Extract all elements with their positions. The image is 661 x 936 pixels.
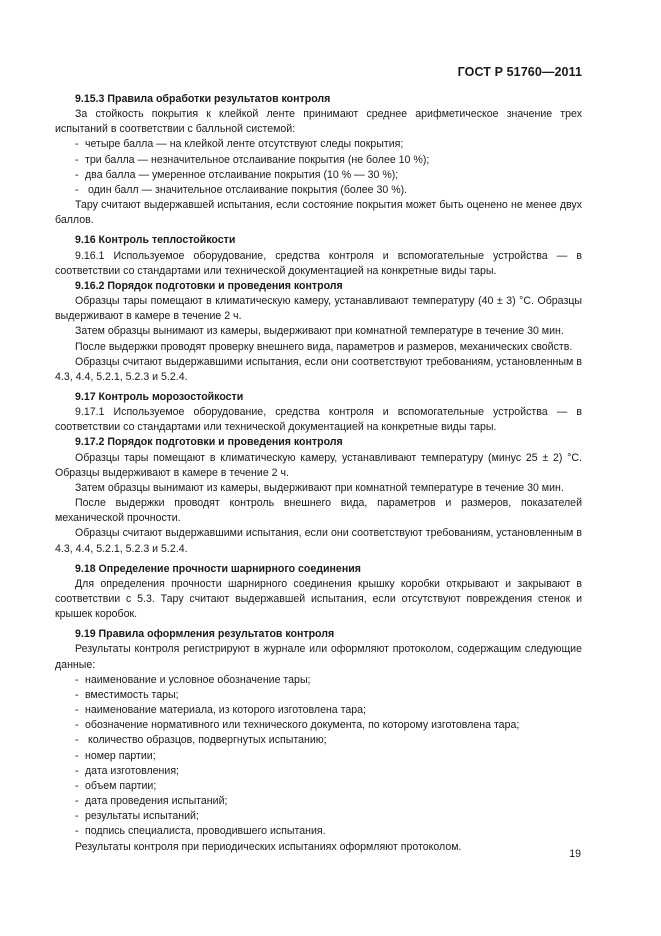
list-bullet: - (75, 734, 79, 747)
list-item-text: обозначение нормативного или технического документа, по которому изготовлена тара; (85, 719, 520, 732)
list-item-text: один балл — значительное отслаивание покрытия (более 30 %). (85, 183, 408, 196)
paragraph: Для определения прочности шарнирного соединения крышку коробки открывают и закрывают в соответствии с 5.3. Тару считают выдержавшей испытания, если отсутствуют повреждения стенок и крышек коробок. (55, 577, 582, 621)
list-item (55, 703, 582, 718)
list-bullet: - (75, 764, 79, 777)
list-item-text: наименование материала, из которого изготовлена тара; (85, 704, 366, 717)
list-item (55, 779, 582, 794)
paragraph: Образцы считают выдержавшими испытания, если они соответствуют требованиям, установленным в 4.3, 4.4, 5.2.1, 5.2.3 и 5.2.4. (55, 527, 582, 555)
list-bullet: - (75, 153, 79, 166)
list-bullet: - (75, 138, 79, 151)
list-item-text: наименование и условное обозначение тары; (85, 673, 311, 686)
paragraph: После выдержки проводят проверку внешнего вида, параметров и размеров, механических свойств. (75, 340, 573, 353)
paragraph: Затем образцы вынимают из камеры, выдерживают при комнатной температуре в течение 30 мин. (75, 325, 564, 338)
list-bullet: - (75, 704, 79, 717)
paragraph: 9.16.1 Используемое оборудование, средства контроля и вспомогательные устройства — в соответствии со стандартами или технической документацией на конкретные виды тары. (55, 249, 582, 277)
list-item-text: два балла — умеренное отслаивание покрытия (10 % — 30 %); (85, 168, 399, 181)
list-item (55, 794, 582, 809)
section-heading: 9.17 Контроль морозостойкости (75, 390, 244, 403)
list-item (55, 824, 582, 839)
list-bullet: - (75, 673, 79, 686)
list-bullet: - (75, 795, 79, 808)
section-heading: 9.16 Контроль теплостойкости (75, 234, 236, 247)
paragraph: Образцы тары помещают в климатическую камеру, устанавливают температуру (минус 25 ± 2) °С. Образцы выдерживают в камере в течение 2 ч. (55, 451, 582, 479)
list-item (55, 673, 582, 688)
list-item (55, 733, 582, 748)
list-item-text: четыре балла — на клейкой ленте отсутствуют следы покрытия; (85, 138, 404, 151)
list-item-text: дата изготовления; (85, 764, 180, 777)
section-heading: 9.17.2 Порядок подготовки и проведения контроля (75, 436, 343, 449)
list-bullet: - (75, 688, 79, 701)
list-item-text: дата проведения испытаний; (85, 795, 228, 808)
list-item (55, 749, 582, 764)
list-item-text: номер партии; (85, 749, 156, 762)
list-item (55, 168, 582, 183)
document-header: ГОСТ Р 51760—2011 (457, 65, 582, 79)
paragraph: Результаты контроля при периодических испытаниях оформляют протоколом. (75, 840, 462, 853)
paragraph: Образцы считают выдержавшими испытания, если они соответствуют требованиям, установленным в 4.3, 4.4, 5.2.1, 5.2.3 и 5.2.4. (55, 355, 582, 383)
list-bullet: - (75, 810, 79, 823)
section-heading: 9.15.3 Правила обработки результатов контроля (75, 93, 331, 105)
list-item (55, 764, 582, 779)
list-bullet: - (75, 183, 79, 196)
paragraph: За стойкость покрытия к клейкой ленте принимают среднее арифметическое значение трех испытаний в соответствии с балльной системой: (55, 108, 582, 136)
page-number: 19 (569, 848, 581, 860)
list-bullet: - (75, 825, 79, 838)
list-item (55, 183, 582, 198)
paragraph: 9.17.1 Используемое оборудование, средства контроля и вспомогательные устройства — в соответствии со стандартами или технической документацией на конкретные виды тары. (55, 406, 582, 434)
section-heading: 9.19 Правила оформления результатов контроля (75, 628, 335, 641)
paragraph: Образцы тары помещают в климатическую камеру, устанавливают температуру (40 ± 3) °С. Образцы выдерживают в камере в течение 2 ч. (55, 295, 582, 323)
paragraph: Тару считают выдержавшей испытания, если состояние покрытия может быть оценено не менее двух баллов. (55, 199, 582, 227)
paragraph: После выдержки проводят контроль внешнего вида, параметров и размеров, показателей механической прочности. (55, 497, 582, 525)
paragraph: Затем образцы вынимают из камеры, выдерживают при комнатной температуре в течение 30 мин. (75, 481, 564, 494)
list-item-text: три балла — незначительное отслаивание покрытия (не более 10 %); (85, 153, 430, 166)
list-item (55, 153, 582, 168)
section-heading: 9.16.2 Порядок подготовки и проведения контроля (75, 279, 343, 292)
list-bullet: - (75, 779, 79, 792)
list-item-text: результаты испытаний; (85, 810, 199, 823)
list-item-text: объем партии; (85, 779, 157, 792)
list-bullet: - (75, 719, 79, 732)
list-item (55, 137, 582, 152)
list-item-text: вместимость тары; (85, 688, 179, 701)
list-item-text: количество образцов, подвергнутых испытанию; (85, 734, 327, 747)
document-body (55, 92, 582, 855)
section-heading: 9.18 Определение прочности шарнирного соединения (75, 562, 361, 575)
list-bullet: - (75, 749, 79, 762)
list-item (55, 688, 582, 703)
list-item (55, 718, 582, 733)
paragraph: Результаты контроля регистрируют в журнале или оформляют протоколом, содержащим следующие данные: (55, 643, 582, 671)
list-bullet: - (75, 168, 79, 181)
list-item (55, 809, 582, 824)
list-item-text: подпись специалиста, проводившего испытания. (85, 825, 326, 838)
